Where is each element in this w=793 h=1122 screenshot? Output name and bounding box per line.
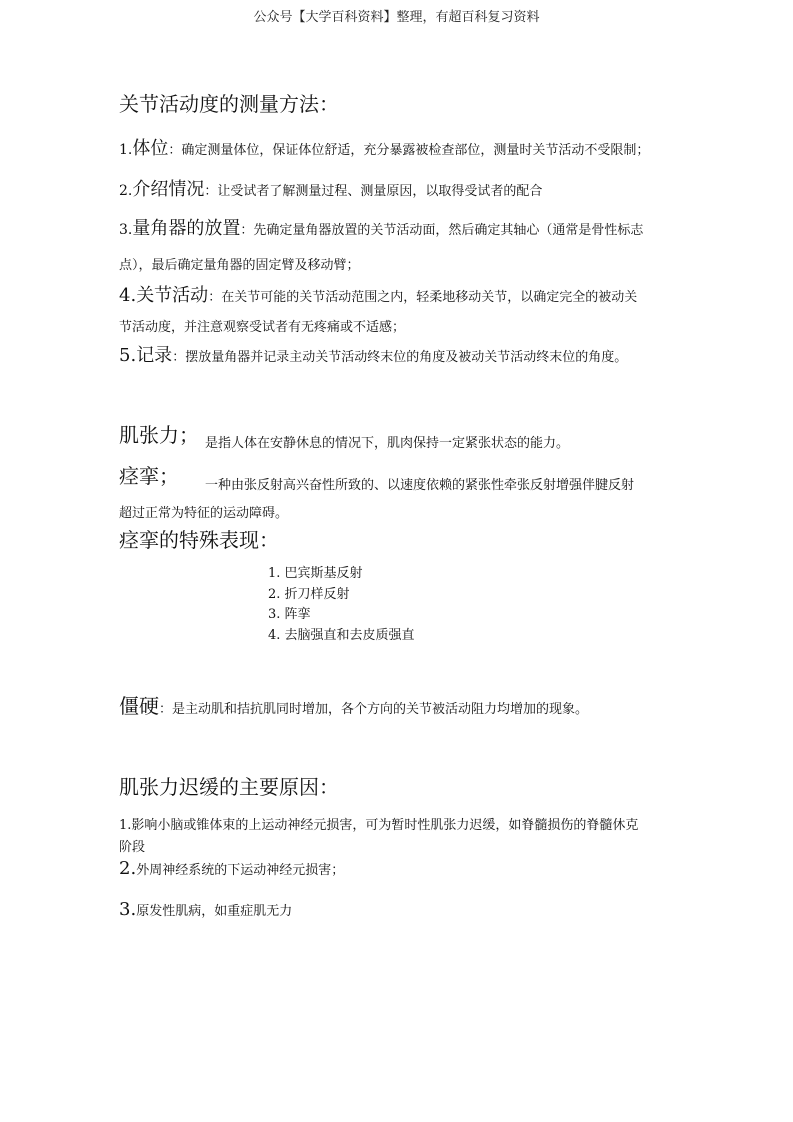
list-item (119, 214, 643, 240)
list-item (119, 341, 627, 367)
item-number: 4. (119, 285, 137, 306)
definition-muscle-tone: 是指人体在安静休息的情况下，肌肉保持一定紧张状态的能力。 (205, 436, 570, 451)
item-sep: ： (168, 143, 182, 158)
definition-spasm: 一种由张反射高兴奋性所致的、以速度依赖的紧张性牵张反射增强伴腱反射 (205, 478, 635, 493)
rigidity-definition (119, 690, 588, 719)
item-number: 2. (119, 183, 133, 199)
item-text: 原发性肌病，如重症肌无力 (136, 904, 293, 919)
section-title-measurement: 关节活动度的测量方法： (119, 92, 339, 116)
section-title-spasm-features: 痉挛的特殊表现： (119, 528, 279, 552)
item-text: 确定测量体位，保证体位舒适，充分暴露被检查部位，测量时关节活动不受限制； (181, 143, 650, 158)
list-item: 1. 巴宾斯基反射 (268, 566, 363, 581)
item-term: 记录 (136, 345, 173, 366)
list-item (119, 175, 542, 201)
item-term: 介绍情况 (132, 179, 205, 200)
hypotonia-cause-1: 1.影响小脑或锥体束的上运动神经元损害，可为暂时性肌张力迟缓，如脊髓损伤的脊髓休克 (119, 818, 639, 833)
item-text: 在关节可能的关节活动范围之内，轻柔地移动关节，以确定完全的被动关 (221, 290, 638, 305)
item-term: 关节活动 (136, 285, 209, 306)
item-sep: ： (208, 290, 222, 305)
item-sep: ： (172, 350, 186, 365)
item-term: 量角器的放置 (132, 218, 241, 239)
definition-rigidity: 是主动肌和拮抗肌同时增加，各个方向的关节被活动阻力均增加的现象。 (172, 702, 589, 717)
item-text: 摆放量角器并记录主动关节活动终末位的角度及被动关节活动终末位的角度。 (185, 350, 628, 365)
item-sep: ： (204, 184, 218, 199)
term-spasm: 痉挛； (119, 464, 179, 488)
item-number: 3. (119, 899, 137, 920)
definition-spasm-continuation: 超过正常为特征的运动障碍。 (119, 506, 289, 521)
hypotonia-cause-1-continuation: 阶段 (119, 840, 146, 855)
item-number: 1. (119, 142, 133, 158)
term-muscle-tone: 肌张力； (119, 423, 199, 447)
item-sep: ： (240, 223, 254, 238)
list-item: 2. 折刀样反射 (268, 586, 350, 602)
item-text: 让受试者了解测量过程、测量原因，以取得受试者的配合 (217, 184, 543, 199)
item-text: 外周神经系统的下运动神经元损害； (136, 863, 345, 878)
item-continuation: 点），最后确定量角器的固定臂及移动臂； (119, 258, 360, 273)
list-item: 4. 去脑强直和去皮质强直 (268, 627, 415, 643)
list-item (119, 281, 637, 307)
term-rigidity: 僵硬 (119, 694, 159, 718)
section-title-hypotonia: 肌张力迟缓的主要原因： (119, 775, 339, 799)
hypotonia-cause-2 (119, 858, 344, 879)
item-sep: ： (159, 702, 173, 717)
spasm-features-list (268, 564, 415, 646)
hypotonia-cause-3 (119, 899, 292, 920)
page-header: 公众号【大学百科资料】整理，有超百科复习资料 (253, 10, 540, 25)
list-item (119, 134, 649, 160)
list-item: 3. 阵挛 (268, 607, 311, 622)
item-term: 体位 (132, 138, 169, 159)
item-continuation: 节活动度，并注意观察受试者有无疼痛或不适感； (119, 320, 406, 335)
item-text: 先确定量角器放置的关节活动面，然后确定其轴心（通常是骨性标志 (253, 223, 644, 238)
item-number: 3. (119, 222, 133, 238)
item-number: 2. (119, 858, 137, 879)
item-number: 5. (119, 345, 137, 366)
